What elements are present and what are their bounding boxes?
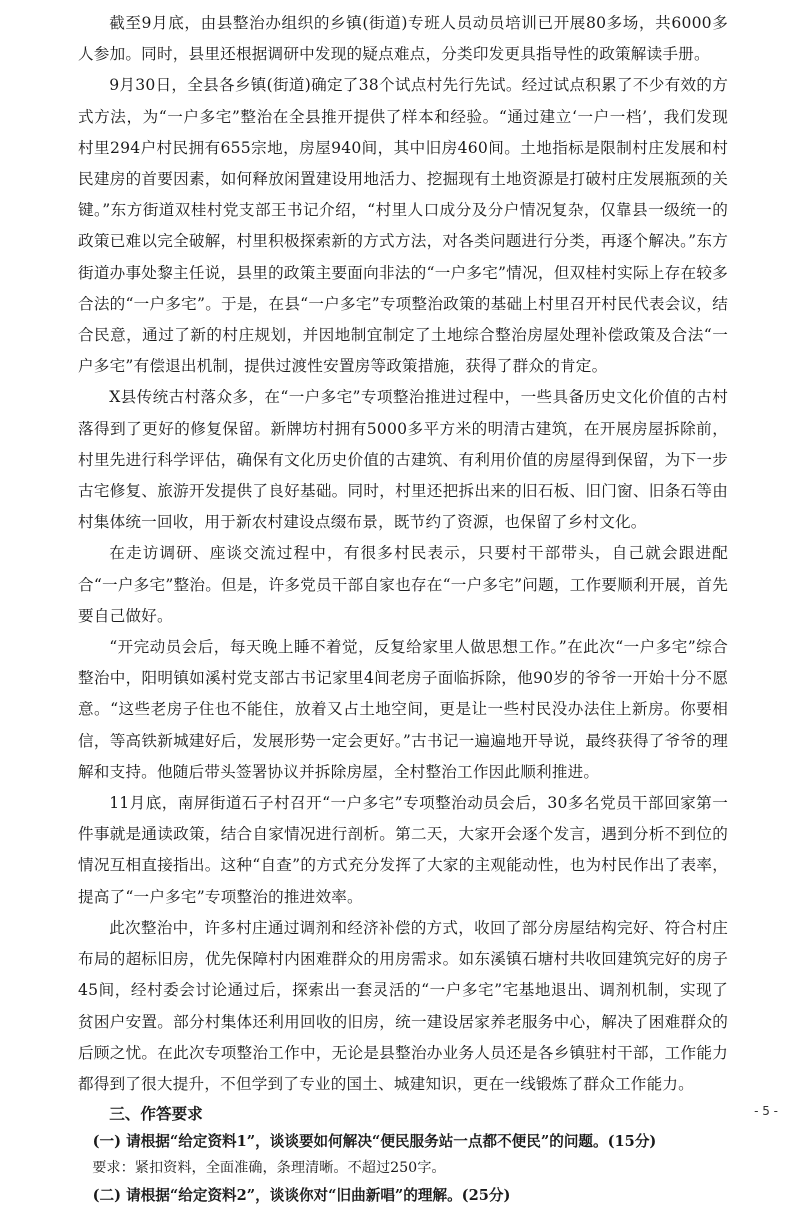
document-body <box>78 8 728 1209</box>
question-2: (二) 请根据“给定资料2”，谈谈你对“旧曲新唱”的理解。(25分) <box>92 1187 511 1205</box>
paragraph-grandfather: “开完动员会后，每天晚上睡不着觉，反复给家里人做思想工作。”在此次“一户多宅”综合整治中，阳明镇如溪村党支部古书记家里4间老房子面临拆除，他90岁的爷爷一开始十分不愿意。“这些老房子住也不能住，放着又占土地空间，更是让一些村民没办法住上新房。你要相信，等高铁新城建好后，发展形势一定会更好。”古书记一遍遍地开导说，最终获得了爷爷的理解和支持。他随后带头签署协议并拆除房屋，全村整治工作因此顺利推进。 <box>78 638 728 781</box>
paragraph-ancient-villages: X县传统古村落众多，在“一户多宅”专项整治推进过程中，一些具备历史文化价值的古村落得到了更好的修复保留。新牌坊村拥有5000多平方米的明清古建筑，在开展房屋拆除前，村里先进行科学评估，确保有文化历史价值的古建筑、有利用价值的房屋得到保留，为下一步古宅修复、旅游开发提供了良好基础。同时，村里还把拆出来的旧石板、旧门窗、旧条石等由村集体统一回收，用于新农村建设点缀布景，既节约了资源，也保留了乡村文化。 <box>78 388 728 532</box>
paragraph-training: 截至9月底，由县整治办组织的乡镇(街道)专班人员动员培训已开展80多场，共6000多人参加。同时，县里还根据调研中发现的疑点难点，分类印发更具指导性的政策解读手册。 <box>78 14 728 64</box>
question-1: (一) 请根据“给定资料1”，谈谈要如何解决“便民服务站一点都不便民”的问题。(15分) <box>92 1133 657 1151</box>
paragraph-self-check: 11月底，南屏街道石子村召开“一户多宅”专项整治动员会后，30多名党员干部回家第一件事就是通读政策，结合自家情况进行剖析。第二天，大家开会逐个发言，遇到分析不到位的情况互相直接指出。这种“自查”的方式充分发挥了大家的主观能动性，也为村民作出了表率，提高了“一户多宅”专项整治的推进效率。 <box>78 794 728 906</box>
paragraph-pilot-villages: 9月30日，全县各乡镇(街道)确定了38个试点村先行先试。经过试点积累了不少有效的方式方法，为“一户多宅”整治在全县推开提供了样本和经验。“通过建立‘一户一档’，我们发现村里294户村民拥有655宗地，房屋940间，其中旧房460间。土地指标是限制村庄发展和村民建房的首要因素，如何释放闲置建设用地活力、挖掘现有土地资源是打破村庄发展瓶颈的关键。”东方街道双桂村党支部王书记介绍，“村里人口成分及分户情况复杂，仅靠县一级统一的政策已难以完全破解，村里积极探索新的方式方法，对各类问题进行分类，再逐个解决。”东方街道办事处黎主任说，县里的政策主要面向非法的“一户多宅”情况，但双桂村实际上存在较多合法的“一户多宅”。于是，在县“一户多宅”专项整治政策的基础上村里召开村民代表会议，结合民意，通过了新的村庄规划，并因地制宜制定了土地综合整治房屋处理补偿政策及合法“一户多宅”有偿退出机制，提供过渡性安置房等政策措施，获得了群众的肯定。 <box>78 76 728 376</box>
requirement-1: 要求：紧扣资料，全面准确，条理清晰。不超过250字。 <box>92 1160 446 1177</box>
section-title: 三、作答要求 <box>109 1105 203 1124</box>
page-number: - 5 - <box>754 1104 778 1118</box>
paragraph-compensation: 此次整治中，许多村庄通过调剂和经济补偿的方式，收回了部分房屋结构完好、符合村庄布局的超标旧房，优先保障村内困难群众的用房需求。如东溪镇石塘村共收回建筑完好的房子45间，经村委会讨论通过后，探索出一套灵活的“一户多宅”宅基地退出、调剂机制，实现了贫困户安置。部分村集体还利用回收的旧房，统一建设居家养老服务中心，解决了困难群众的后顾之忧。在此次专项整治工作中，无论是县整治办业务人员还是各乡镇驻村干部，工作能力都得到了很大提升，不但学到了专业的国土、城建知识，更在一线锻炼了群众工作能力。 <box>78 918 728 1093</box>
paragraph-cadres-lead: 在走访调研、座谈交流过程中，有很多村民表示，只要村干部带头，自己就会跟进配合“一户多宅”整治。但是，许多党员干部自家也存在“一户多宅”问题，工作要顺利开展，首先要自己做好。 <box>78 544 728 625</box>
